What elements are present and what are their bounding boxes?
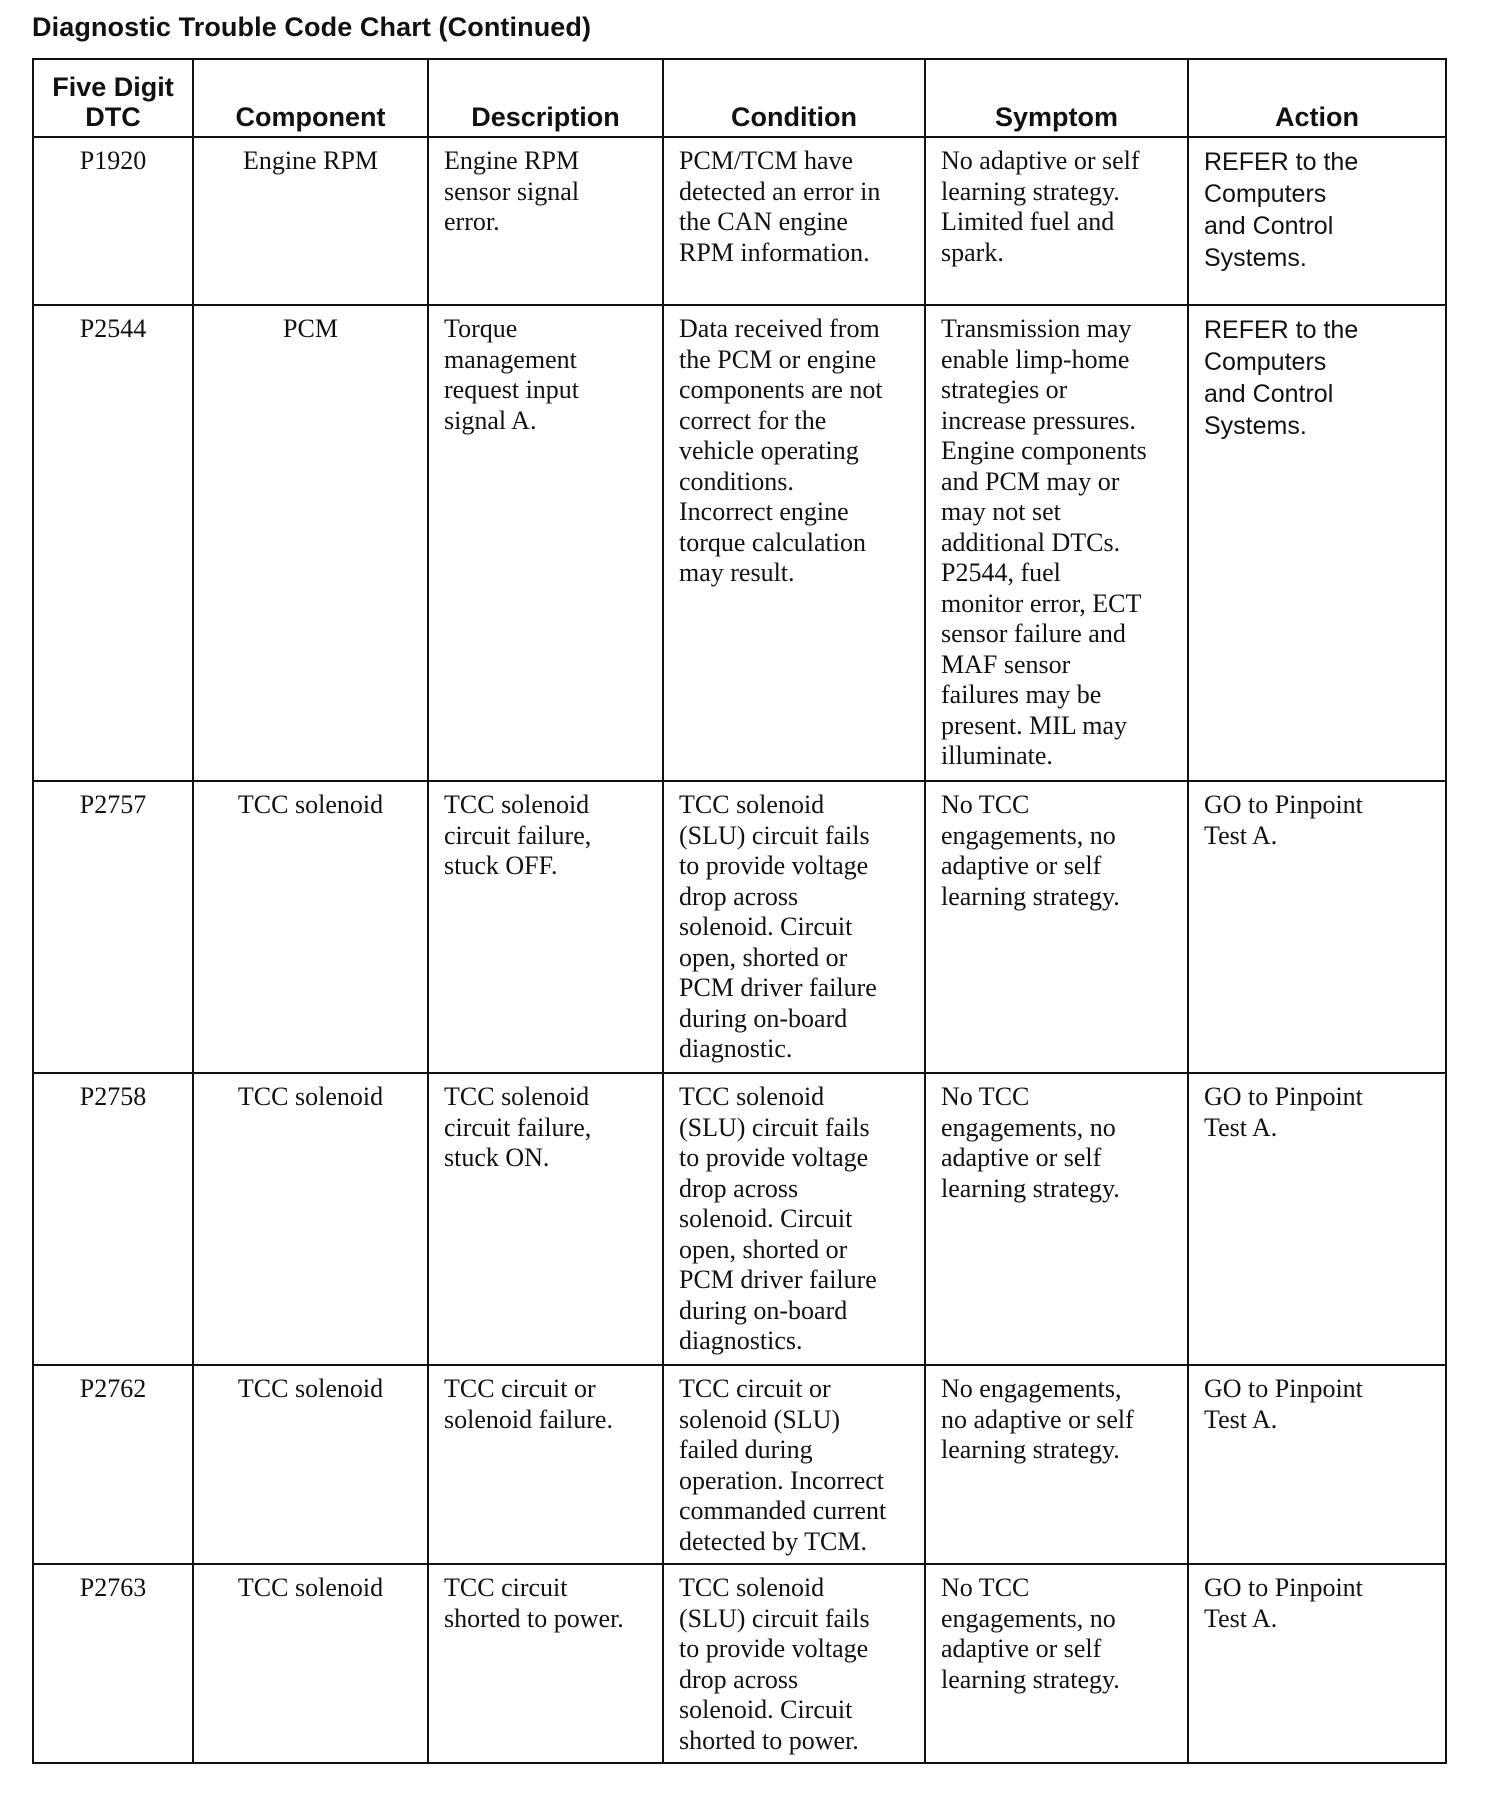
component-text: PCM <box>283 314 338 343</box>
component-cell <box>193 1365 428 1564</box>
dtc-code: P2763 <box>79 1573 147 1602</box>
condition-cell <box>663 781 925 1073</box>
description-text: TCC circuit or solenoid failure. <box>444 1374 613 1434</box>
symptom-cell <box>925 1365 1188 1564</box>
symptom-cell <box>925 781 1188 1073</box>
condition-cell <box>663 305 925 781</box>
description-text: Torque management request input signal A. <box>444 314 580 435</box>
dtc-code: P2762 <box>79 1374 147 1403</box>
dtc-code-cell <box>33 137 193 305</box>
symptom-cell <box>925 305 1188 781</box>
condition-text: TCC solenoid (SLU) circuit fails to provide voltage drop across solenoid. Circuit shorted to power. <box>679 1573 870 1755</box>
description-text: TCC solenoid circuit failure, stuck OFF. <box>444 790 592 880</box>
header-description: Description <box>428 59 663 137</box>
condition-cell <box>663 137 925 305</box>
component-text: TCC solenoid <box>237 1082 384 1111</box>
header-symptom: Symptom <box>925 59 1188 137</box>
description-cell <box>428 1365 663 1564</box>
symptom-cell <box>925 1073 1188 1365</box>
symptom-text: No adaptive or self learning strategy. Limited fuel and spark. <box>941 146 1140 267</box>
description-cell <box>428 1073 663 1365</box>
dtc-chart-table <box>32 58 1447 1764</box>
condition-text: TCC solenoid (SLU) circuit fails to provide voltage drop across solenoid. Circuit open, shorted or PCM driver failure during on-board diagnostics. <box>679 1082 877 1355</box>
component-text: TCC solenoid <box>237 790 384 819</box>
description-text: Engine RPM sensor signal error. <box>444 146 580 236</box>
description-cell <box>428 781 663 1073</box>
dtc-code: P2757 <box>79 790 147 819</box>
component-text: TCC solenoid <box>237 1573 384 1602</box>
dtc-code-cell <box>33 1073 193 1365</box>
header-row <box>33 59 1446 137</box>
condition-text: Data received from the PCM or engine components are not correct for the vehicle operating conditions. Incorrect engine torque calculation may result. <box>679 314 883 587</box>
symptom-text: No TCC engagements, no adaptive or self learning strategy. <box>941 1082 1120 1203</box>
description-cell <box>428 1564 663 1763</box>
description-text: TCC solenoid circuit failure, stuck ON. <box>444 1082 592 1172</box>
dtc-code: P2544 <box>79 314 147 343</box>
component-text: Engine RPM <box>242 146 379 175</box>
table-row <box>33 137 1446 305</box>
component-cell <box>193 781 428 1073</box>
component-cell <box>193 1073 428 1365</box>
component-text: TCC solenoid <box>237 1374 384 1403</box>
page-title: Diagnostic Trouble Code Chart (Continued) <box>32 12 592 42</box>
condition-cell <box>663 1073 925 1365</box>
header-dtc-label: Five Digit DTC <box>52 72 174 132</box>
table-row <box>33 1365 1446 1564</box>
table-row <box>33 1073 1446 1365</box>
action-text: GO to Pinpoint Test A. <box>1204 1374 1363 1434</box>
header-action: Action <box>1188 59 1446 137</box>
table-row <box>33 781 1446 1073</box>
table-header <box>33 59 1446 137</box>
symptom-cell <box>925 1564 1188 1763</box>
condition-cell <box>663 1365 925 1564</box>
symptom-text: No engagements, no adaptive or self learning strategy. <box>941 1374 1134 1464</box>
dtc-code-cell <box>33 305 193 781</box>
header-condition: Condition <box>663 59 925 137</box>
dtc-code-cell <box>33 1564 193 1763</box>
component-cell <box>193 305 428 781</box>
action-text: REFER to the Computers and Control Systems. <box>1204 316 1359 440</box>
action-cell <box>1188 137 1446 305</box>
condition-cell <box>663 1564 925 1763</box>
condition-text: TCC solenoid (SLU) circuit fails to provide voltage drop across solenoid. Circuit open, shorted or PCM driver failure during on-board diagnostic. <box>679 790 877 1063</box>
action-text: GO to Pinpoint Test A. <box>1204 1573 1363 1633</box>
table-body <box>33 137 1446 1763</box>
action-text: REFER to the Computers and Control Systems. <box>1204 148 1359 272</box>
description-text: TCC circuit shorted to power. <box>444 1573 624 1633</box>
symptom-text: Transmission may enable limp-home strategies or increase pressures. Engine components and PCM may or may not set additional DTCs. P2544, fuel monitor error, ECT sensor failure and MAF sensor failures may be present. MIL may illuminate. <box>941 314 1147 770</box>
action-text: GO to Pinpoint Test A. <box>1204 1082 1363 1142</box>
action-text: GO to Pinpoint Test A. <box>1204 790 1363 850</box>
component-cell <box>193 1564 428 1763</box>
action-cell <box>1188 1365 1446 1564</box>
symptom-text: No TCC engagements, no adaptive or self learning strategy. <box>941 1573 1120 1694</box>
header-five-digit-dtc <box>33 59 193 137</box>
dtc-code-cell <box>33 1365 193 1564</box>
symptom-text: No TCC engagements, no adaptive or self learning strategy. <box>941 790 1120 911</box>
action-cell <box>1188 781 1446 1073</box>
description-cell <box>428 305 663 781</box>
component-cell <box>193 137 428 305</box>
header-component: Component <box>193 59 428 137</box>
condition-text: PCM/TCM have detected an error in the CAN engine RPM information. <box>679 146 881 267</box>
action-cell <box>1188 305 1446 781</box>
description-cell <box>428 137 663 305</box>
dtc-code: P2758 <box>79 1082 147 1111</box>
dtc-code: P1920 <box>79 146 147 175</box>
symptom-cell <box>925 137 1188 305</box>
action-cell <box>1188 1073 1446 1365</box>
table-row <box>33 305 1446 781</box>
dtc-code-cell <box>33 781 193 1073</box>
condition-text: TCC circuit or solenoid (SLU) failed during operation. Incorrect commanded current detected by TCM. <box>679 1374 887 1556</box>
action-cell <box>1188 1564 1446 1763</box>
table-row <box>33 1564 1446 1763</box>
